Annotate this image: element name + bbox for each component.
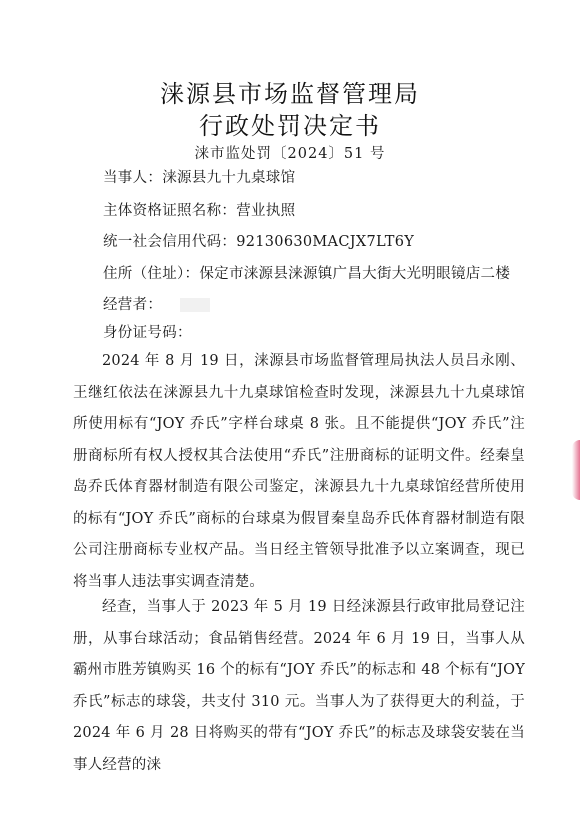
document-title-agency: 涞源县市场监督管理局 [160, 80, 420, 108]
redaction-block [180, 298, 210, 312]
paragraph-inspection: 2024 年 8 月 19 日，涞源县市场监督管理局执法人员吕永刚、王继红依法在涞源县九十九桌球馆检查时发现，涞源县九十九桌球馆所使用标有“JOY 乔氏”字样台球桌 8 张。且不能提供“JOY 乔氏”注册商标所有权人授权其合法使用“乔氏”注册商标的证明文件。经秦皇岛乔氏体育器材制造有限公司鉴定，涞源县九十九桌球馆经营所使用的标有“JOY 乔氏”商标的台球桌为假冒秦皇岛乔氏体育器材制造有限公司注册商标专业权产品。当日经主管领导批准予以立案调查，现已将当事人违法事实调查清楚。 [73, 353, 525, 590]
operator-field [103, 293, 210, 314]
address-field: 住所（住址）：保定市涞源县涞源镇广昌大街大光明眼镜店二楼 [103, 266, 511, 282]
seal-edge-mark [572, 440, 580, 500]
operator-label: 经营者： [103, 297, 163, 313]
party-field: 当事人：涞源县九十九桌球馆 [103, 170, 296, 186]
document-number: 涞市监处罚〔2024〕51 号 [194, 146, 386, 162]
document-title-type: 行政处罚决定书 [199, 112, 381, 140]
license-name-field: 主体资格证照名称：营业执照 [103, 203, 296, 219]
id-number-field: 身份证号码： [103, 325, 192, 341]
credit-code-field: 统一社会信用代码：92130630MACJX7LT6Y [103, 234, 415, 250]
paragraph-investigation: 经查，当事人于 2023 年 5 月 19 日经涞源县行政审批局登记注册，从事台球活动；食品销售经营。2024 年 6 月 19 日，当事人从霸州市胜芳镇购买 16 个的标有“JOY 乔氏”的标志和 48 个标有“JOY 乔氏”标志的球袋，共支付 310 元。当事人为了获得更大的利益，于 2024 年 6 月 28 日将购买的带有“JOY 乔氏”的标志及球袋安装在当事人经营的涞 [73, 599, 525, 773]
